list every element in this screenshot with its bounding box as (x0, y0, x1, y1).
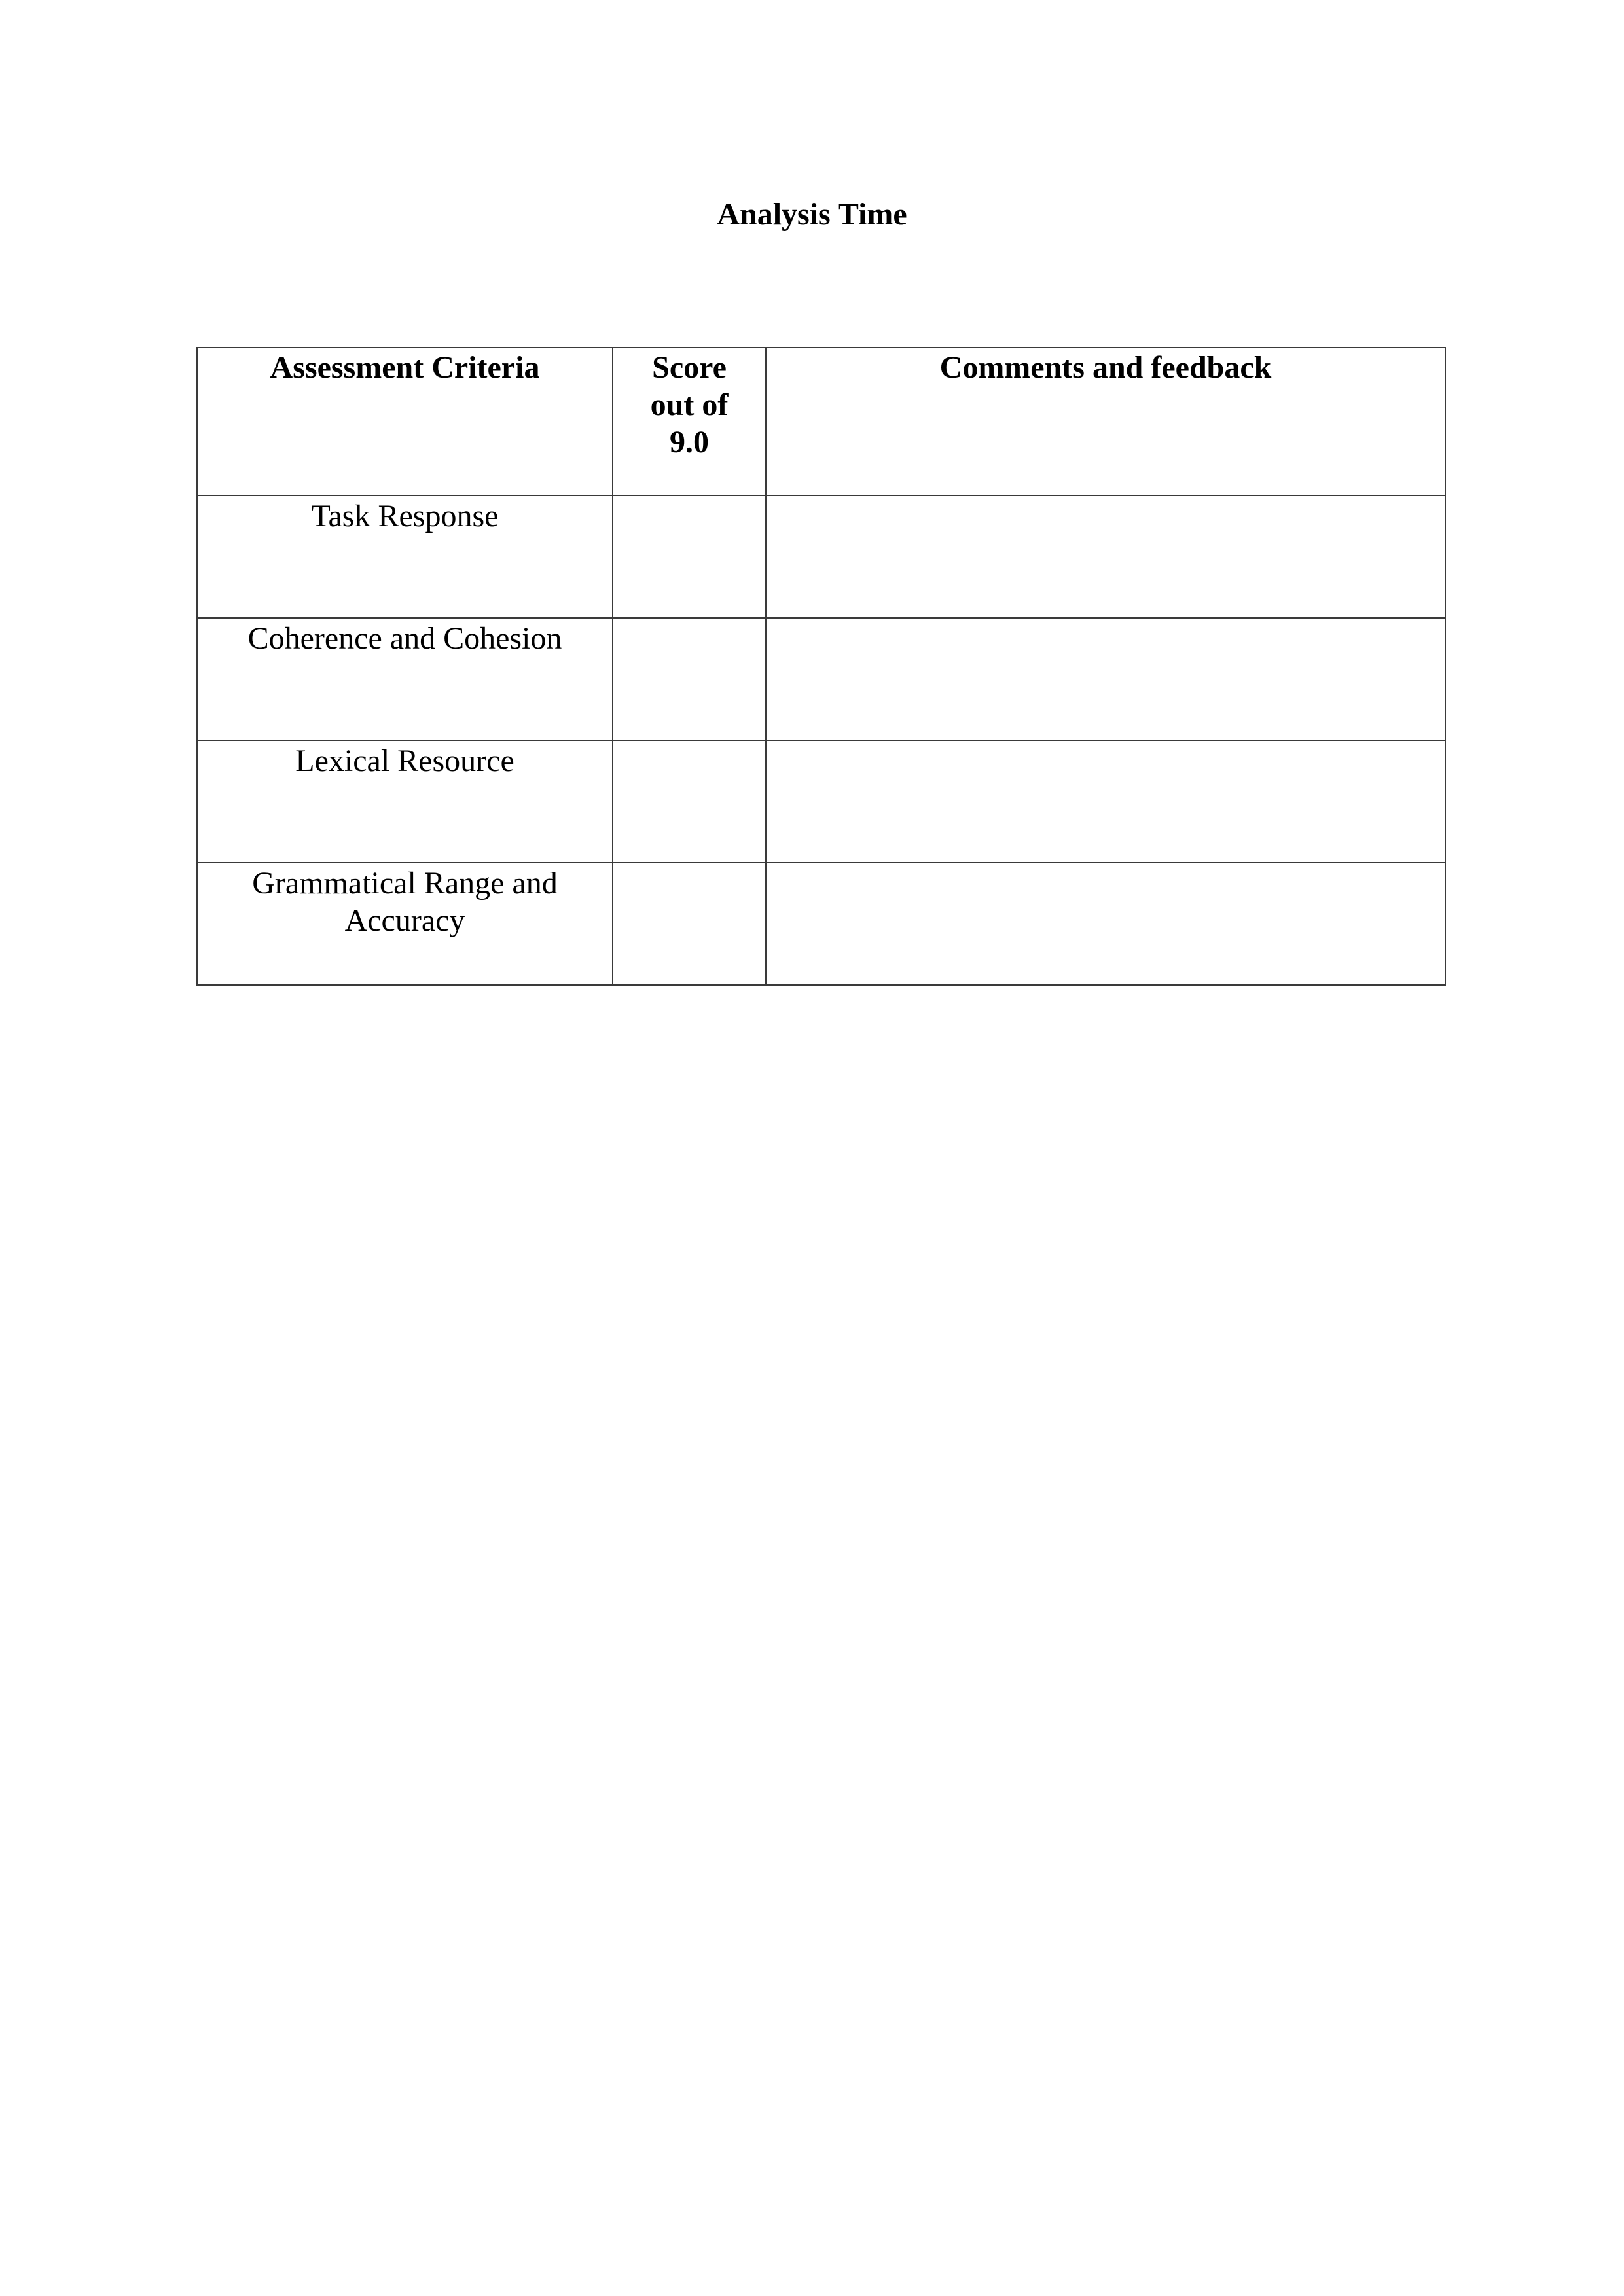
comment-cell[interactable] (766, 740, 1445, 863)
table-row (197, 495, 1445, 618)
table-row (197, 863, 1445, 985)
comment-cell[interactable] (766, 495, 1445, 618)
criteria-column-header: Assessment Criteria (197, 348, 613, 495)
table-row (197, 618, 1445, 740)
comment-cell[interactable] (766, 618, 1445, 740)
assessment-table (196, 347, 1446, 986)
criterion-cell: Lexical Resource (197, 740, 613, 863)
criterion-cell: Task Response (197, 495, 613, 618)
score-column-header-label: Score out of 9.0 (650, 350, 729, 459)
criterion-cell: Coherence and Cohesion (197, 618, 613, 740)
criterion-cell: Grammatical Range and Accuracy (197, 863, 613, 985)
comments-column-header: Comments and feedback (766, 348, 1445, 495)
comment-cell[interactable] (766, 863, 1445, 985)
score-column-header (613, 348, 766, 495)
score-cell[interactable] (613, 618, 766, 740)
table-row (197, 740, 1445, 863)
score-cell[interactable] (613, 863, 766, 985)
score-cell[interactable] (613, 495, 766, 618)
table-header-row (197, 348, 1445, 495)
page-title: Analysis Time (717, 197, 907, 232)
score-cell[interactable] (613, 740, 766, 863)
